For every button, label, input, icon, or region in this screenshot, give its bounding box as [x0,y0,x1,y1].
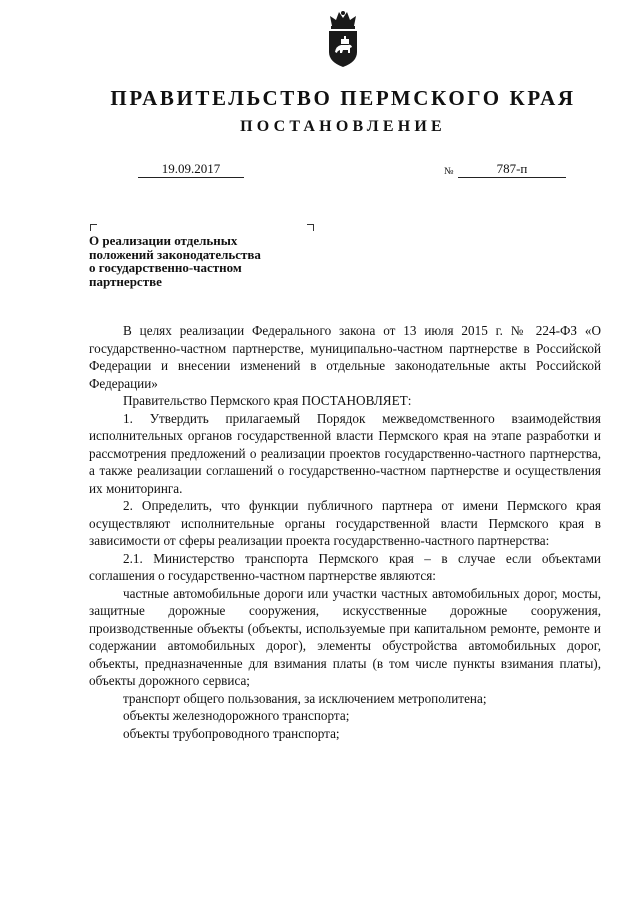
document-subject [89,234,319,288]
subject-line: О реализации отдельных [89,233,238,248]
document-number: 787-п [458,161,566,178]
number-label: № [444,166,454,177]
subject-corner-right [307,224,314,231]
paragraph-item-2: 2. Определить, что функции публичного партнера от имени Пермского края осуществляют исполнительные органы государственной власти Пермского края в зависимости от сферы реализации проекта государственно-частного партнерства: [89,498,601,548]
paragraph-roads: частные автомобильные дороги или участки частных автомобильных дорог, мосты, защитные дорожные сооружения, искусственные дорожные сооружения, производственные объекты (объекты, используемые при капитальном ремонте, ремонте и содержании автомобильных дорог), элементы обустройства автомобильных дорог, объекты, предназначенные для взимания платы (в том числе пункты взимания платы), объекты дорожного сервиса; [89,585,601,688]
document-type: ПОСТАНОВЛЕНИЕ [240,118,446,135]
document-date: 19.09.2017 [138,161,244,178]
paragraph-item-2-1: 2.1. Министерство транспорта Пермского края – в случае если объектами соглашения о государственно-частном партнерстве являются: [89,550,601,583]
subject-corner-left [90,224,97,231]
subject-line: партнерстве [89,273,162,289]
coat-of-arms-icon [326,10,360,68]
paragraph-railway: объекты железнодорожного транспорта; [123,708,350,723]
document-body [89,322,601,742]
paragraph-pipeline: объекты трубопроводного транспорта; [123,725,340,741]
subject-line: о государственно-частном [89,260,242,275]
paragraph-item-1: 1. Утвердить прилагаемый Порядок межведомственного взаимодействия исполнительных органов государственной власти Пермского края на этапе разработки и рассмотрения предложений о реализации проектов государственно-частного партнерства, а также реализации соглашений о государственно-частном партнерстве и осуществления их мониторинга. [89,410,601,496]
paragraph-public-transport: транспорт общего пользования, за исключением метрополитена; [123,690,487,706]
government-title: ПРАВИТЕЛЬСТВО ПЕРМСКОГО КРАЯ [110,86,576,110]
paragraph-resolution: Правительство Пермского края ПОСТАНОВЛЯЕТ: [123,393,412,408]
paragraph-preamble: В целях реализации Федерального закона от 13 июля 2015 г. № 224-ФЗ «О государственно-частном партнерстве, муниципально-частном партнерстве в Российской Федерации и внесении изменений в отдельные законодательные акты Российской Федерации» [89,323,601,391]
subject-line: положений законодательства [89,246,261,262]
